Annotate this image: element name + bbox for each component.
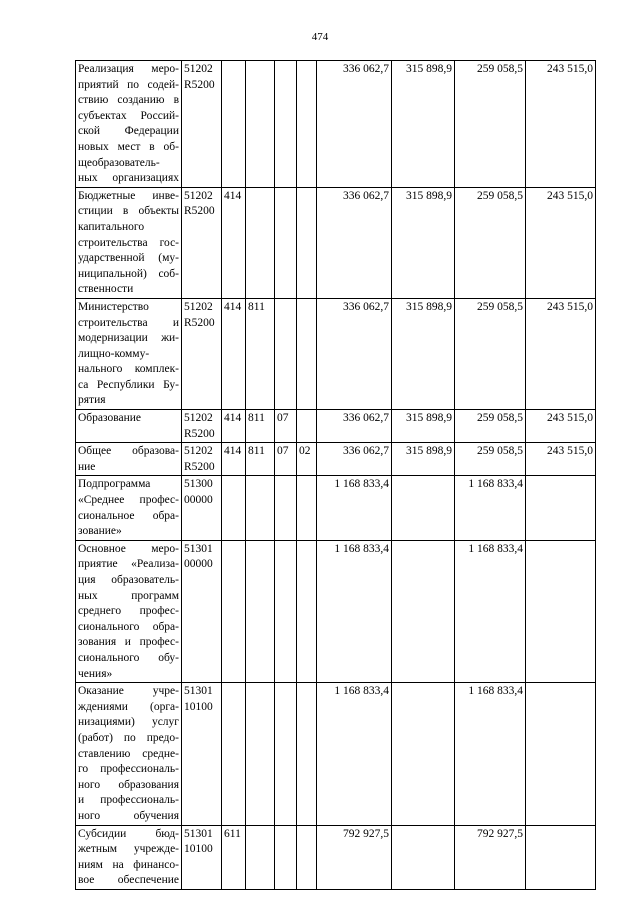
row-code-cell: [182, 187, 222, 298]
vr-code-cell: [222, 540, 246, 682]
value-cell-1: 336 062,7: [317, 443, 392, 476]
value-cell-1: 792 927,5: [317, 825, 392, 889]
row-code-line: 51301: [184, 542, 213, 555]
department-code-cell: 811: [246, 410, 275, 443]
section-code-cell: [275, 476, 297, 540]
row-code-cell: [182, 683, 222, 825]
vr-code-cell: 414: [222, 298, 246, 409]
table-row: [76, 540, 596, 682]
value-cell-4: [526, 825, 596, 889]
vr-code-cell: 414: [222, 410, 246, 443]
subsection-code-cell: [297, 410, 317, 443]
table-row: [76, 476, 596, 540]
row-name-line: ждениями (орга-: [78, 700, 179, 713]
row-name-line: Субсидии бюд-: [78, 827, 179, 840]
row-code-line: 51300: [184, 478, 213, 491]
row-name-line: ных организациях: [78, 172, 179, 185]
value-cell-3: 259 058,5: [455, 443, 526, 476]
row-name-cell: [76, 683, 182, 825]
row-code-line: 00000: [184, 558, 213, 571]
row-name-line: вое обеспечение: [78, 874, 179, 887]
row-name-line: жетным учрежде-: [78, 843, 179, 856]
row-name-line: новых мест в об-: [78, 140, 179, 153]
value-cell-1: 336 062,7: [317, 61, 392, 188]
value-cell-2: [392, 825, 455, 889]
row-name-line: сионального обра-: [78, 620, 179, 633]
value-cell-2: [392, 540, 455, 682]
row-name-line: сиональное обра-: [78, 509, 179, 522]
row-name-cell: [76, 410, 182, 443]
row-name-line: Бюджетные инве-: [78, 189, 179, 202]
row-name-line: ставлению средне-: [78, 747, 179, 760]
value-cell-1: 1 168 833,4: [317, 476, 392, 540]
row-code-cell: [182, 476, 222, 540]
value-cell-3: 1 168 833,4: [455, 476, 526, 540]
row-code-line: 10100: [184, 843, 213, 856]
row-name-line: ствию созданию в: [78, 94, 179, 107]
value-cell-1: 1 168 833,4: [317, 683, 392, 825]
section-code-cell: [275, 298, 297, 409]
row-code-line: R5200: [184, 78, 215, 91]
department-code-cell: [246, 540, 275, 682]
row-name-line: низациями) услуг: [78, 716, 179, 729]
row-name-line: субъектах Россий-: [78, 109, 179, 122]
value-cell-4: [526, 476, 596, 540]
row-code-cell: [182, 61, 222, 188]
row-name-line: приятий по содей-: [78, 78, 179, 91]
row-code-line: 51202: [184, 189, 213, 202]
value-cell-4: [526, 683, 596, 825]
row-name-cell: [76, 298, 182, 409]
row-name-cell: [76, 443, 182, 476]
row-name-line: чения»: [78, 667, 113, 680]
value-cell-3: 259 058,5: [455, 187, 526, 298]
row-name-line: Реализация меро-: [78, 63, 179, 75]
row-name-line: ных программ: [78, 589, 179, 602]
table-row: [76, 298, 596, 409]
value-cell-2: 315 898,9: [392, 443, 455, 476]
page-number: 474: [311, 31, 329, 43]
row-name-line: и профессиональ-: [78, 794, 179, 807]
row-name-line: ской Федерации: [78, 125, 179, 138]
vr-code-cell: [222, 683, 246, 825]
value-cell-1: 336 062,7: [317, 410, 392, 443]
department-code-cell: [246, 825, 275, 889]
row-name-line: ниципальной) соб-: [78, 267, 179, 280]
value-cell-1: 1 168 833,4: [317, 540, 392, 682]
row-name-cell: [76, 61, 182, 188]
row-name-line: щеобразователь-: [78, 156, 160, 169]
row-name-line: ного обучения: [78, 809, 179, 822]
vr-code-cell: 414: [222, 443, 246, 476]
row-code-line: 51202: [184, 300, 213, 313]
section-code-cell: 07: [275, 410, 297, 443]
row-name-line: ударственной (му-: [78, 252, 179, 265]
section-code-cell: 07: [275, 443, 297, 476]
row-code-line: R5200: [184, 205, 215, 218]
row-name-line: ние: [78, 460, 96, 473]
department-code-cell: [246, 683, 275, 825]
row-code-line: R5200: [184, 316, 215, 329]
value-cell-2: [392, 683, 455, 825]
table-row: [76, 187, 596, 298]
value-cell-3: 259 058,5: [455, 298, 526, 409]
subsection-code-cell: [297, 476, 317, 540]
row-name-line: строительства гос-: [78, 236, 179, 249]
row-code-line: 51202: [184, 63, 213, 75]
row-name-line: зования и профес-: [78, 636, 179, 649]
vr-code-cell: [222, 476, 246, 540]
row-code-line: R5200: [184, 427, 215, 440]
row-name-line: Основное меро-: [78, 542, 179, 555]
row-code-cell: [182, 540, 222, 682]
row-name-line: капитального: [78, 220, 145, 233]
value-cell-4: 243 515,0: [526, 298, 596, 409]
vr-code-cell: 611: [222, 825, 246, 889]
value-cell-4: 243 515,0: [526, 61, 596, 188]
table-row: [76, 683, 596, 825]
row-name-line: ниям на финансо-: [78, 858, 179, 871]
value-cell-2: 315 898,9: [392, 187, 455, 298]
subsection-code-cell: [297, 61, 317, 188]
row-name-line: (работ) по предо-: [78, 731, 179, 744]
vr-code-cell: 414: [222, 187, 246, 298]
subsection-code-cell: [297, 298, 317, 409]
row-name-line: нального комплек-: [78, 363, 179, 376]
value-cell-3: 1 168 833,4: [455, 540, 526, 682]
row-name-line: строительства и: [78, 316, 179, 329]
row-name-line: лищно-комму-: [78, 347, 150, 360]
row-code-cell: [182, 825, 222, 889]
row-name-line: модернизации жи-: [78, 332, 179, 345]
row-code-line: 51301: [184, 685, 213, 698]
value-cell-3: 1 168 833,4: [455, 683, 526, 825]
row-name-line: ция образователь-: [78, 574, 179, 586]
table-row: [76, 410, 596, 443]
row-code-cell: [182, 443, 222, 476]
department-code-cell: [246, 187, 275, 298]
row-name-line: приятие «Реализа-: [78, 558, 179, 571]
value-cell-3: 259 058,5: [455, 61, 526, 188]
row-name-line: Общее образова-: [78, 445, 179, 458]
row-code-cell: [182, 410, 222, 443]
vr-code-cell: [222, 61, 246, 188]
value-cell-3: 792 927,5: [455, 825, 526, 889]
row-name-line: зование»: [78, 525, 122, 538]
value-cell-1: 336 062,7: [317, 298, 392, 409]
subsection-code-cell: [297, 540, 317, 682]
value-cell-4: 243 515,0: [526, 410, 596, 443]
row-code-line: R5200: [184, 460, 215, 473]
section-code-cell: [275, 540, 297, 682]
subsection-code-cell: [297, 825, 317, 889]
section-code-cell: [275, 825, 297, 889]
value-cell-2: 315 898,9: [392, 298, 455, 409]
table-row: [76, 443, 596, 476]
section-code-cell: [275, 683, 297, 825]
budget-table: [75, 60, 596, 890]
department-code-cell: [246, 476, 275, 540]
subsection-code-cell: 02: [297, 443, 317, 476]
department-code-cell: 811: [246, 298, 275, 409]
row-name-line: Министерство: [78, 300, 149, 313]
value-cell-1: 336 062,7: [317, 187, 392, 298]
value-cell-2: [392, 476, 455, 540]
row-name-line: ного образования: [78, 778, 179, 791]
row-name-line: стиции в объекты: [78, 205, 179, 218]
section-code-cell: [275, 61, 297, 188]
row-code-line: 10100: [184, 700, 213, 713]
row-name-line: среднего профес-: [78, 605, 179, 618]
value-cell-2: 315 898,9: [392, 410, 455, 443]
subsection-code-cell: [297, 187, 317, 298]
table-row: [76, 61, 596, 188]
row-name-line: ственности: [78, 283, 134, 296]
row-name-line: «Среднее профес-: [78, 494, 179, 507]
row-name-cell: [76, 476, 182, 540]
row-name-line: го профессиональ-: [78, 763, 179, 776]
value-cell-4: [526, 540, 596, 682]
value-cell-2: 315 898,9: [392, 61, 455, 188]
row-name-line: Образование: [78, 412, 142, 425]
row-code-line: 51301: [184, 827, 213, 840]
department-code-cell: [246, 61, 275, 188]
row-code-line: 51202: [184, 412, 213, 425]
value-cell-4: 243 515,0: [526, 187, 596, 298]
row-name-line: Подпрограмма: [78, 478, 151, 491]
row-name-line: Оказание учре-: [78, 685, 179, 698]
row-name-cell: [76, 187, 182, 298]
row-name-line: сионального обу-: [78, 651, 179, 664]
row-code-line: 00000: [184, 494, 213, 507]
row-name-line: рятия: [78, 394, 106, 407]
row-code-line: 51202: [184, 445, 213, 458]
value-cell-3: 259 058,5: [455, 410, 526, 443]
subsection-code-cell: [297, 683, 317, 825]
department-code-cell: 811: [246, 443, 275, 476]
section-code-cell: [275, 187, 297, 298]
row-code-cell: [182, 298, 222, 409]
table-row: [76, 825, 596, 889]
row-name-line: са Республики Бу-: [78, 378, 179, 391]
row-name-cell: [76, 825, 182, 889]
value-cell-4: 243 515,0: [526, 443, 596, 476]
row-name-cell: [76, 540, 182, 682]
